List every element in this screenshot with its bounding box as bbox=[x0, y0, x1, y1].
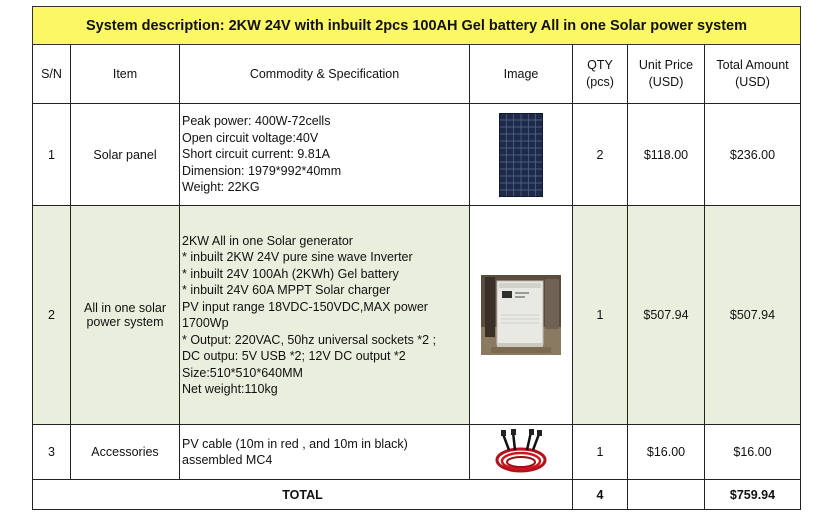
row-total: $236.00 bbox=[705, 104, 801, 206]
spec-line: Open circuit voltage:40V bbox=[182, 130, 319, 145]
row-image bbox=[470, 104, 573, 206]
spec-line: Short circuit current: 9.81A bbox=[182, 147, 330, 162]
spec-line: PV input range 18VDC-150VDC,MAX power bbox=[182, 299, 428, 314]
total-row bbox=[33, 480, 801, 510]
row-qty: 2 bbox=[573, 104, 628, 206]
header-unit-line2: (USD) bbox=[648, 75, 684, 89]
table-row bbox=[33, 206, 801, 425]
header-total-amount bbox=[705, 45, 801, 104]
row-total: $16.00 bbox=[705, 425, 801, 480]
row-item: Solar panel bbox=[71, 104, 180, 206]
row-spec bbox=[180, 425, 470, 480]
row-spec bbox=[180, 104, 470, 206]
spec-line: PV cable (10m in red , and 10m in black) bbox=[182, 436, 408, 451]
spec-line: * Output: 220VAC, 50hz universal sockets *2 ; bbox=[182, 332, 437, 347]
header-spec: Commodity & Specification bbox=[180, 45, 470, 104]
row-item: Accessories bbox=[71, 425, 180, 480]
header-sn: S/N bbox=[33, 45, 71, 104]
spec-line: Peak power: 400W-72cells bbox=[182, 114, 331, 129]
row-sn: 3 bbox=[33, 425, 71, 480]
spec-line: Dimension: 1979*992*40mm bbox=[182, 163, 342, 178]
spec-line: * inbuilt 24V 100Ah (2KWh) Gel battery bbox=[182, 266, 399, 281]
row-unit-price: $16.00 bbox=[628, 425, 705, 480]
row-qty: 1 bbox=[573, 425, 628, 480]
quotation-sheet bbox=[32, 6, 800, 510]
header-qty bbox=[573, 45, 628, 104]
header-item: Item bbox=[71, 45, 180, 104]
header-row bbox=[33, 45, 801, 104]
row-spec bbox=[180, 206, 470, 425]
spec-line: 1700Wp bbox=[182, 316, 229, 330]
header-qty-line1: QTY bbox=[587, 58, 613, 72]
quotation-table bbox=[32, 6, 801, 510]
table-row bbox=[33, 104, 801, 206]
solar-panel-photo-icon bbox=[499, 113, 543, 197]
header-total-line2: (USD) bbox=[735, 75, 770, 89]
header-unit-line1: Unit Price bbox=[638, 58, 694, 72]
total-qty: 4 bbox=[573, 480, 628, 510]
row-item-line1: All in one solar bbox=[84, 301, 166, 315]
header-unit-price bbox=[628, 45, 705, 104]
header-image: Image bbox=[470, 45, 573, 104]
row-qty: 1 bbox=[573, 206, 628, 425]
row-item-line2: power system bbox=[86, 315, 164, 329]
solar-generator-photo-icon bbox=[481, 275, 561, 355]
system-description-title: System description: 2KW 24V with inbuilt 2pcs 100AH Gel battery All in one Solar power system bbox=[33, 7, 801, 45]
title-row bbox=[33, 7, 801, 45]
pv-cable-photo-icon bbox=[493, 428, 549, 476]
spec-line: Weight: 22KG bbox=[182, 180, 260, 195]
spec-line: Net weight:110kg bbox=[182, 382, 278, 396]
row-unit-price: $507.94 bbox=[628, 206, 705, 425]
table-row bbox=[33, 425, 801, 480]
spec-line: * inbuilt 24V 60A MPPT Solar charger bbox=[182, 283, 391, 297]
header-qty-line2: (pcs) bbox=[586, 75, 614, 89]
row-sn: 2 bbox=[33, 206, 71, 425]
total-label: TOTAL bbox=[33, 480, 573, 510]
row-image bbox=[470, 425, 573, 480]
total-amount: $759.94 bbox=[705, 480, 801, 510]
row-item bbox=[71, 206, 180, 425]
row-unit-price: $118.00 bbox=[628, 104, 705, 206]
spec-line: assembled MC4 bbox=[182, 453, 273, 467]
row-total: $507.94 bbox=[705, 206, 801, 425]
row-image bbox=[470, 206, 573, 425]
header-total-line1: Total Amount bbox=[716, 58, 789, 72]
spec-line: 2KW All in one Solar generator bbox=[182, 233, 353, 248]
spec-line: Size:510*510*640MM bbox=[182, 365, 303, 380]
row-sn: 1 bbox=[33, 104, 71, 206]
spec-line: DC outpu: 5V USB *2; 12V DC output *2 bbox=[182, 349, 406, 363]
spec-line: * inbuilt 2KW 24V pure sine wave Inverter bbox=[182, 250, 413, 264]
total-empty-cell bbox=[628, 480, 705, 510]
